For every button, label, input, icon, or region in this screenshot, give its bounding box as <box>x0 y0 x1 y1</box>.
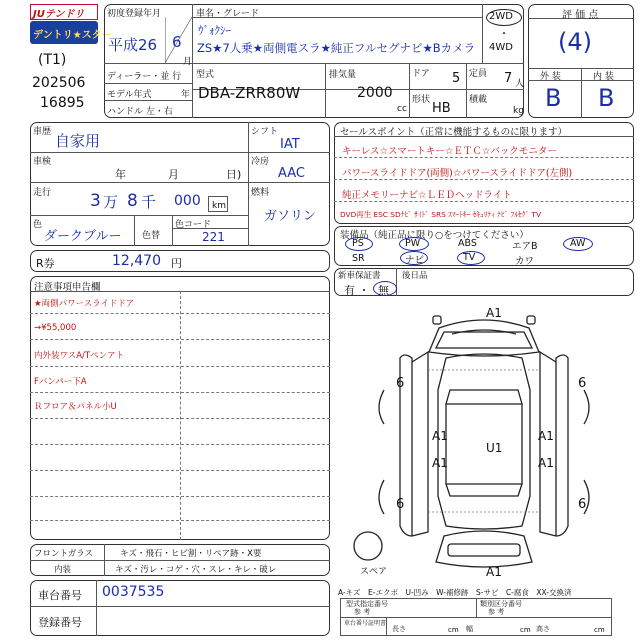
first-reg-label: 初度登録年月 <box>107 9 162 19</box>
mark-wheel-lf: 6 <box>396 376 405 391</box>
recycle-unit: 円 <box>171 257 182 270</box>
sales-point-2: パワースライドドア(両側)☆パワースライドドア(左側) <box>342 168 573 179</box>
score-label: 評 価 点 <box>562 10 599 21</box>
first-reg-month-unit: 月 <box>183 57 193 67</box>
car-name: ｳﾞｫｸｼｰ <box>198 24 231 37</box>
mileage-v2: 8 <box>127 191 138 211</box>
exterior-grade: B <box>545 84 562 112</box>
equip-abs: ABS <box>458 238 477 249</box>
logo-bottom-text: デントリ★スター <box>33 30 112 41</box>
color-value: ダークブルー <box>44 229 122 244</box>
width-label: 幅 <box>466 625 473 633</box>
recycle-value: 12,470 <box>112 253 161 269</box>
note-2: →¥55,000 <box>34 323 77 333</box>
mileage-u2: 千 <box>141 193 157 211</box>
dealer-label: ディーラー・並 行 <box>107 72 182 82</box>
usage-label: 車歴 <box>33 127 52 137</box>
inspection-label: 車検 <box>33 157 52 167</box>
notes-label: 注意事項申告欄 <box>34 282 101 293</box>
color-label: 色 <box>33 220 43 230</box>
equip-airbag: エアB <box>512 241 538 252</box>
mileage-u1: 万 <box>103 193 119 211</box>
doors-value: 5 <box>452 71 461 86</box>
height-label: 高さ <box>536 625 550 633</box>
load-unit: kg <box>513 106 524 116</box>
model-spec-ref: 参 考 <box>354 608 371 616</box>
recycle-label: R券 <box>36 257 55 270</box>
body-value: HB <box>432 101 451 116</box>
fuel-label: 燃料 <box>251 188 270 198</box>
type-class-label: 類別区分番号 <box>480 600 522 608</box>
lot-code: (T1) <box>38 52 67 68</box>
mileage-v3: 000 <box>174 193 201 209</box>
score-value: (4) <box>558 28 592 56</box>
type-class-ref: 参 考 <box>488 608 505 616</box>
model-label: 型式 <box>196 70 215 80</box>
equip-navi: ナビ <box>405 255 425 266</box>
capacity-unit: 人 <box>515 79 525 89</box>
first-reg-era: 平成26 <box>108 36 158 54</box>
mileage-unit: km <box>212 201 226 211</box>
car-name-label: 車名・グレード <box>196 9 260 19</box>
color-change-label: 色替 <box>142 231 161 241</box>
warranty-label: 新車保証書 <box>338 271 381 281</box>
color-code-label: 色コード <box>175 220 212 230</box>
color-code: 221 <box>202 230 225 244</box>
note-3: 内外装ワスA/Tペンアト <box>34 351 125 361</box>
equip-ps: PS <box>352 238 364 249</box>
mark-roof: U1 <box>486 441 503 455</box>
note-5: Ｒフロア＆パネル小U <box>34 402 117 412</box>
fuel-value: ガソリン <box>264 209 317 224</box>
cert-label: 車台番号証明書 <box>344 620 387 627</box>
sales-point-4: DVD再生 ESC SDﾅﾋﾞ ｻｲﾄﾞ SRS ｽﾏｰﾄｷｰ ｾｷｭﾘﾃｨ ﾅﾋﾞ ﾌﾙｾｸﾞ TV <box>340 210 541 219</box>
interior-grade: B <box>598 84 615 112</box>
shift-value: IAT <box>280 137 300 152</box>
mark-rf1: A1 <box>538 429 554 443</box>
spare-label: スペア <box>360 567 388 577</box>
mark-lf1: A1 <box>432 429 448 443</box>
inspection-day: 日) <box>226 168 242 181</box>
displacement-value: 2000 <box>357 85 393 101</box>
damage-legend: A-キズ E-エクボ U-凹み W-補修跡 S-サビ C-腐食 XX-交換済 <box>338 588 572 597</box>
shift-label: シフト <box>251 127 279 137</box>
height-unit: cm <box>594 626 605 634</box>
interior-cond-value: キズ・汚レ・コゲ・穴・スレ・キレ・破レ <box>115 565 277 575</box>
glass-value: キズ・飛石・ヒビ割・リペア跡・X要 <box>120 549 262 559</box>
equip-pw: PW <box>405 238 421 249</box>
width-unit: cm <box>520 626 531 634</box>
load-label: 積載 <box>469 95 488 105</box>
sales-point-3: 純正メモリーナビ☆ＬＥＤヘッドライト <box>342 190 512 201</box>
ac-label: 冷房 <box>251 157 270 167</box>
drive-dot: ・ <box>499 29 509 40</box>
mark-rear: A1 <box>486 565 502 579</box>
equip-leather: カワ <box>515 256 535 267</box>
model-code: DBA-ZRR80W <box>198 84 301 102</box>
mileage-label: 走行 <box>33 188 52 198</box>
model-spec-label: 型式指定番号 <box>346 600 388 608</box>
lot-number-2: 16895 <box>40 95 85 111</box>
displacement-unit: cc <box>397 104 407 114</box>
drive-4wd: 4WD <box>489 42 513 53</box>
length-unit: cm <box>448 626 459 634</box>
mark-lf2: A1 <box>432 456 448 470</box>
model-year-unit: 年 <box>181 90 191 100</box>
record-label: 後日品 <box>402 271 428 281</box>
doors-label: ドア <box>412 69 430 79</box>
warranty-none: 無 <box>378 284 389 297</box>
equip-sr: SR <box>352 253 365 264</box>
logo-top-text: JUテンドリ <box>33 9 85 20</box>
equip-aw: AW <box>570 238 586 249</box>
usage-value: 自家用 <box>55 132 101 150</box>
note-1: ★両側パワースライドドア <box>34 299 135 309</box>
model-year-label: モデル年式 <box>107 90 152 100</box>
length-label: 長さ <box>392 625 406 633</box>
inspection-year: 年 <box>115 168 126 181</box>
auction-logo <box>30 4 112 44</box>
ac-value: AAC <box>278 166 305 181</box>
mark-wheel-lr: 6 <box>396 497 405 512</box>
equipment-label: 装備品（純正品に限り○をつけてください） <box>340 230 529 241</box>
interior-cond-label: 内装 <box>54 565 72 575</box>
car-damage-diagram <box>334 300 634 584</box>
mark-wheel-rf: 6 <box>578 376 587 391</box>
car-grade: ZS★7人乗★両側電スラ★純正フルセグナビ★Bカメラ <box>197 41 476 55</box>
exterior-label: 外 装 <box>540 72 561 82</box>
chassis-value: 0037535 <box>102 584 165 600</box>
sales-point-1: キーレス☆スマートキー☆ＥＴＣ☆バックモニター <box>342 146 557 157</box>
handle-label: ハンドル 左・右 <box>107 107 173 117</box>
capacity-value: 7 <box>504 71 513 86</box>
warranty-options: 有 ・ <box>344 284 370 297</box>
glass-label: フロントガラス <box>34 549 93 559</box>
body-label: 形状 <box>412 95 431 105</box>
inspection-month: 月 <box>168 168 179 181</box>
mark-front: A1 <box>486 306 502 320</box>
registration-label: 登録番号 <box>38 616 82 629</box>
lot-number-1: 202506 <box>32 75 86 91</box>
sales-points-label: セールスポイント（正常に機能するものに限ります） <box>340 127 568 138</box>
mileage-v1: 3 <box>90 191 101 211</box>
interior-label: 内 装 <box>593 72 614 82</box>
displacement-label: 排気量 <box>329 70 357 80</box>
equip-tv: TV <box>463 252 476 263</box>
drive-2wd: 2WD <box>489 11 513 22</box>
capacity-label: 定員 <box>469 69 488 79</box>
chassis-label: 車台番号 <box>38 589 82 602</box>
first-reg-month: 6 <box>172 33 182 51</box>
mark-wheel-rr: 6 <box>578 497 587 512</box>
mark-rf2: A1 <box>538 456 554 470</box>
note-4: Fバンパー下A <box>34 377 87 387</box>
